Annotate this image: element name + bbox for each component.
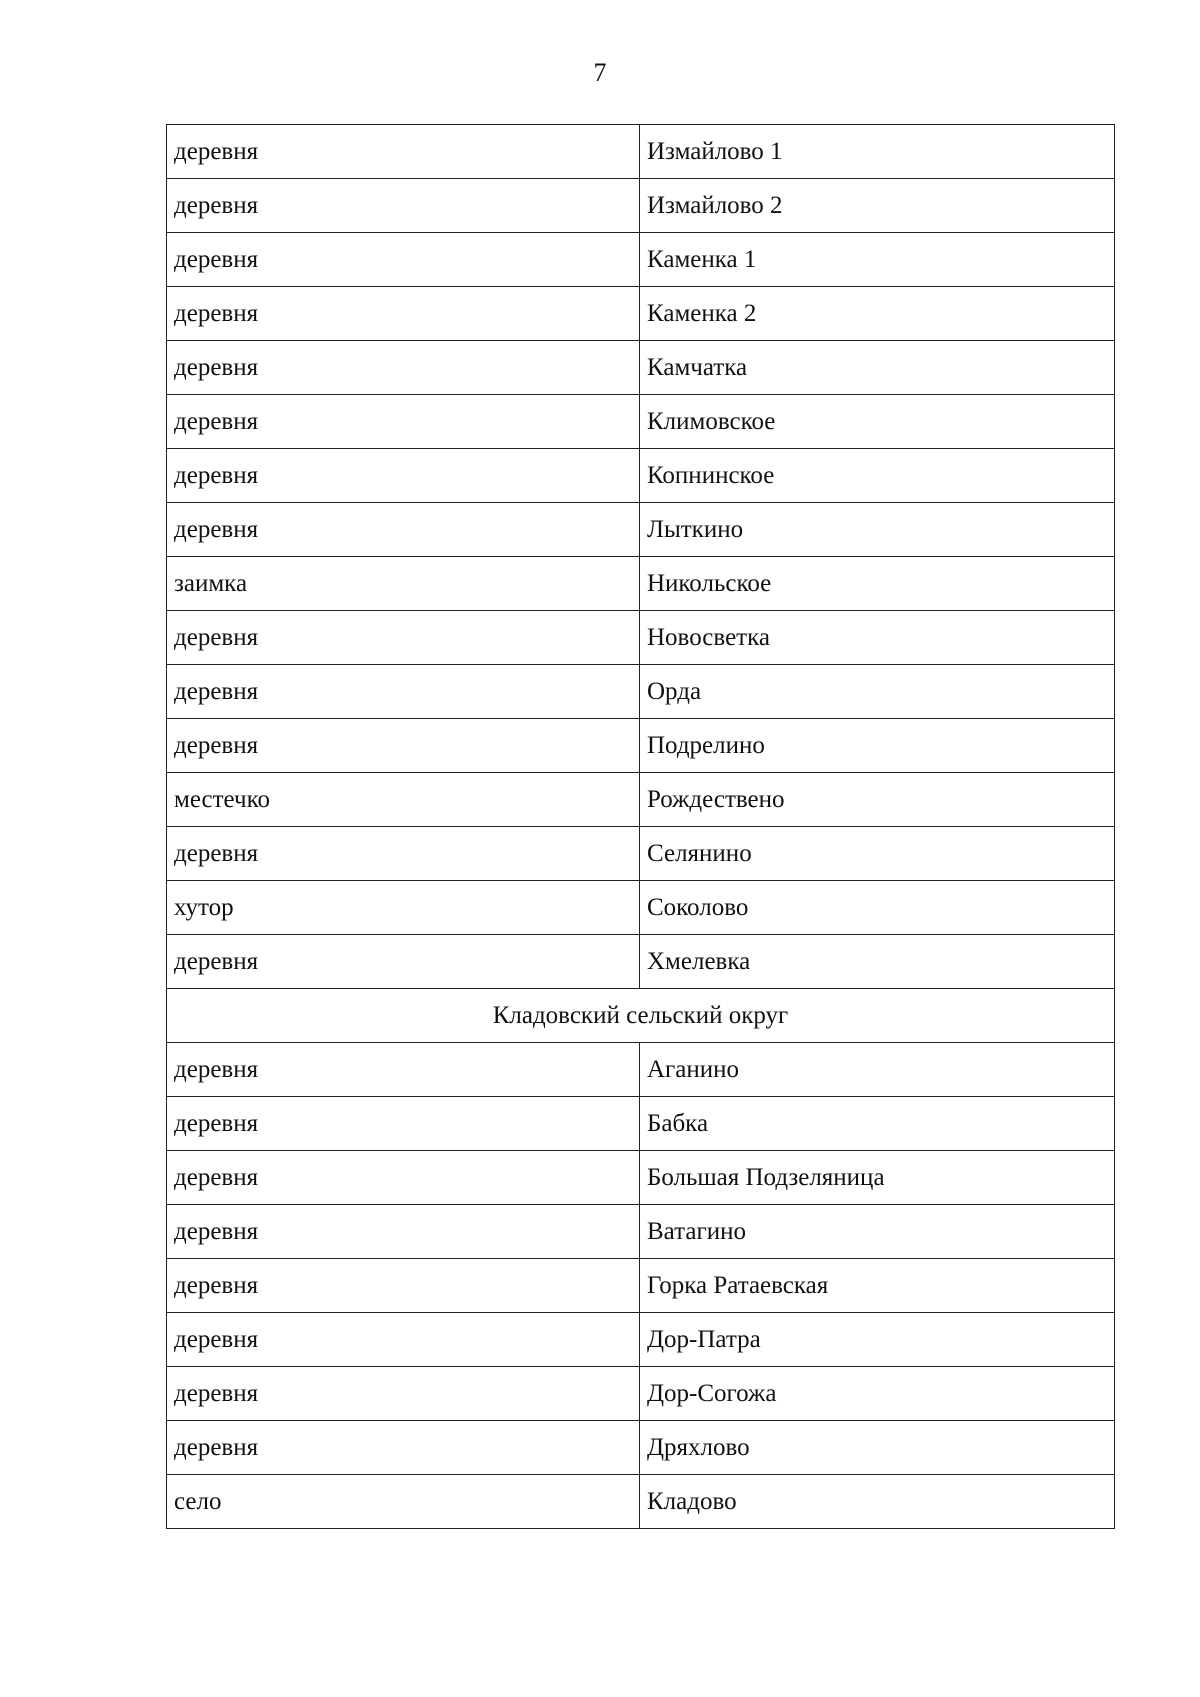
settlement-name-cell: Кладово	[640, 1475, 1115, 1529]
table-row	[167, 557, 1115, 611]
table-row	[167, 827, 1115, 881]
table-row	[167, 395, 1115, 449]
table-row	[167, 1151, 1115, 1205]
table-row	[167, 881, 1115, 935]
table-row	[167, 503, 1115, 557]
settlements-table-body	[167, 125, 1115, 1529]
settlement-type-cell: село	[167, 1475, 640, 1529]
settlement-type-cell: деревня	[167, 611, 640, 665]
table-row	[167, 611, 1115, 665]
settlement-type-cell: деревня	[167, 341, 640, 395]
settlement-name-cell: Хмелевка	[640, 935, 1115, 989]
settlement-type-cell: деревня	[167, 503, 640, 557]
settlement-type-cell: деревня	[167, 1421, 640, 1475]
settlement-name-cell: Горка Ратаевская	[640, 1259, 1115, 1313]
settlement-name-cell: Орда	[640, 665, 1115, 719]
settlement-name-cell: Соколово	[640, 881, 1115, 935]
settlement-name-cell: Дор-Патра	[640, 1313, 1115, 1367]
settlement-type-cell: деревня	[167, 1259, 640, 1313]
table-row	[167, 341, 1115, 395]
settlements-table	[166, 124, 1115, 1529]
settlement-type-cell: деревня	[167, 287, 640, 341]
settlement-type-cell: деревня	[167, 1205, 640, 1259]
settlement-name-cell: Аганино	[640, 1043, 1115, 1097]
table-row	[167, 1205, 1115, 1259]
settlement-type-cell: деревня	[167, 179, 640, 233]
settlement-name-cell: Никольское	[640, 557, 1115, 611]
settlement-name-cell: Дор-Согожа	[640, 1367, 1115, 1421]
settlement-name-cell: Измайлово 1	[640, 125, 1115, 179]
settlement-name-cell: Ватагино	[640, 1205, 1115, 1259]
settlement-type-cell: деревня	[167, 719, 640, 773]
table-row	[167, 665, 1115, 719]
settlement-name-cell: Подрелино	[640, 719, 1115, 773]
table-row	[167, 1367, 1115, 1421]
settlement-name-cell: Селянино	[640, 827, 1115, 881]
table-row	[167, 125, 1115, 179]
settlement-name-cell: Рождествено	[640, 773, 1115, 827]
settlement-name-cell: Бабка	[640, 1097, 1115, 1151]
settlement-name-cell: Лыткино	[640, 503, 1115, 557]
table-row	[167, 179, 1115, 233]
settlement-type-cell: деревня	[167, 1313, 640, 1367]
settlement-name-cell: Новосветка	[640, 611, 1115, 665]
section-title: Кладовский сельский округ	[167, 989, 1115, 1043]
settlement-type-cell: хутор	[167, 881, 640, 935]
settlement-type-cell: деревня	[167, 449, 640, 503]
table-row	[167, 1475, 1115, 1529]
table-row	[167, 773, 1115, 827]
settlement-type-cell: деревня	[167, 935, 640, 989]
settlement-name-cell: Дряхлово	[640, 1421, 1115, 1475]
table-row	[167, 1097, 1115, 1151]
table-row	[167, 719, 1115, 773]
settlement-type-cell: деревня	[167, 233, 640, 287]
table-row	[167, 287, 1115, 341]
table-row	[167, 1421, 1115, 1475]
table-row	[167, 1313, 1115, 1367]
table-row	[167, 449, 1115, 503]
table-row	[167, 1043, 1115, 1097]
settlement-type-cell: деревня	[167, 827, 640, 881]
settlement-type-cell: деревня	[167, 125, 640, 179]
settlement-type-cell: деревня	[167, 1097, 640, 1151]
settlement-type-cell: деревня	[167, 665, 640, 719]
settlement-type-cell: деревня	[167, 1043, 640, 1097]
table-row	[167, 233, 1115, 287]
settlement-type-cell: заимка	[167, 557, 640, 611]
settlement-name-cell: Копнинское	[640, 449, 1115, 503]
settlement-name-cell: Измайлово 2	[640, 179, 1115, 233]
settlement-name-cell: Камчатка	[640, 341, 1115, 395]
settlement-type-cell: деревня	[167, 395, 640, 449]
settlement-type-cell: местечко	[167, 773, 640, 827]
section-header-row	[167, 989, 1115, 1043]
settlement-type-cell: деревня	[167, 1151, 640, 1205]
table-row	[167, 1259, 1115, 1313]
page-number: 7	[593, 58, 607, 87]
settlement-name-cell: Каменка 1	[640, 233, 1115, 287]
settlement-name-cell: Климовское	[640, 395, 1115, 449]
settlement-name-cell: Большая Подзеляница	[640, 1151, 1115, 1205]
settlement-name-cell: Каменка 2	[640, 287, 1115, 341]
settlement-type-cell: деревня	[167, 1367, 640, 1421]
table-row	[167, 935, 1115, 989]
